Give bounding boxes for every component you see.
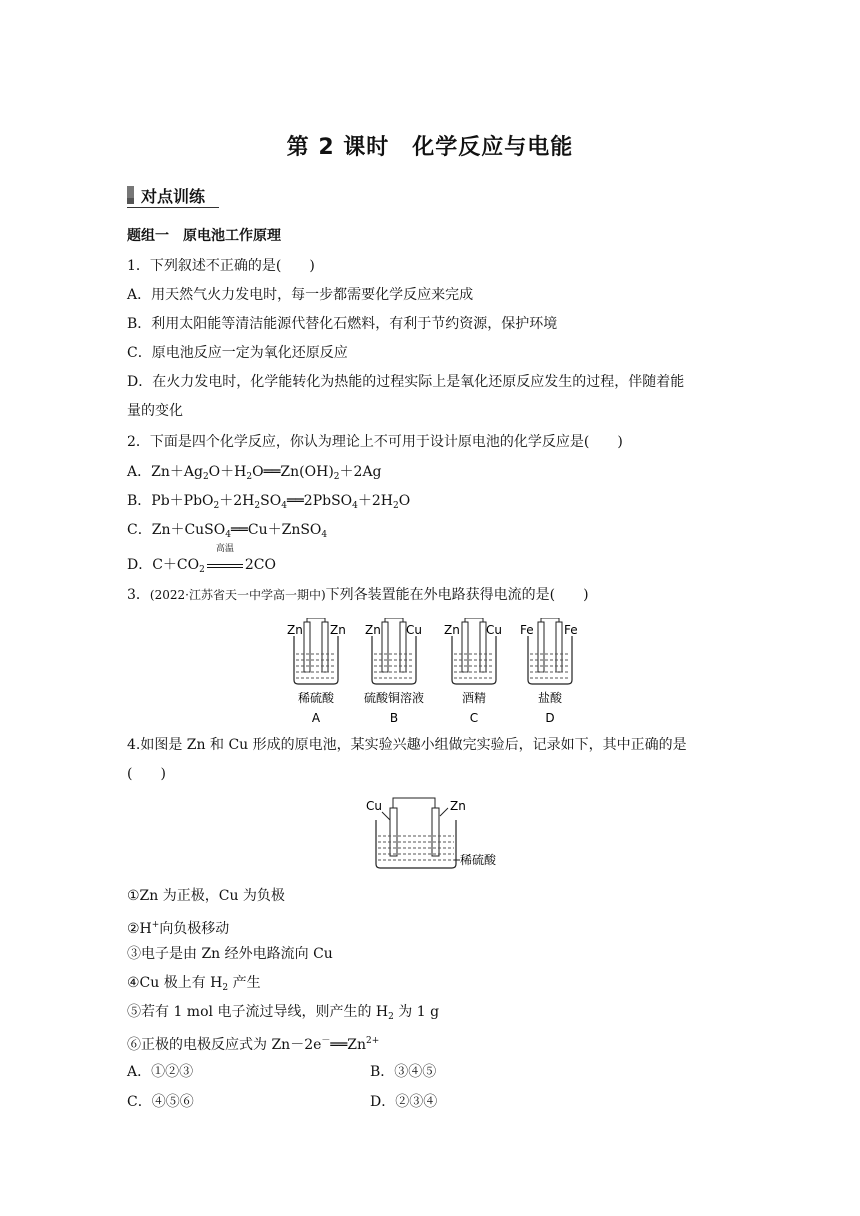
q3-source: (2022·江苏省天一中学高一期中) [149, 588, 326, 602]
q4-option-c: C．④⑤⑥ [127, 1094, 194, 1110]
q4-statement-5: ⑤若有 1 mol 电子流过导线，则产生的 $H_2$ 为 1 g [127, 1004, 440, 1022]
cell-a-solution: 稀硫酸 [297, 691, 335, 705]
q4-stem: 4.如图是 Zn 和 Cu 形成的原电池，某实验兴趣小组做完实验后，记录如下，其中正确的是 [127, 737, 687, 753]
q4-option-d: D．②③④ [370, 1094, 438, 1110]
q4-galvanic-cell-figure [360, 794, 510, 874]
q2-option-d: D．$C+CO_2$ 高温 2CO [127, 544, 276, 575]
q4-solution-label: 稀硫酸 [460, 853, 497, 867]
cell-d [520, 618, 578, 725]
q2-option-b: B．$Pb+PbO_2+2H_2SO_4══2PbSO_4+2H_2O$ [127, 493, 411, 511]
section-marker-icon [127, 186, 134, 204]
q4-stem-cont: ( ) [127, 766, 166, 782]
cell-c [444, 618, 502, 725]
q3-apparatus-figure [280, 618, 590, 730]
q2-stem: 2．下面是四个化学反应，你认为理论上不可用于设计原电池的化学反应是( ) [127, 434, 623, 450]
group-heading: 题组一 原电池工作原理 [127, 228, 281, 244]
cell-c-left-electrode: Zn [444, 623, 460, 637]
q1-stem: 1．下列叙述不正确的是( ) [127, 258, 315, 274]
cell-b-left-electrode: Zn [365, 623, 381, 637]
q4-option-a: A．①②③ [127, 1064, 194, 1080]
q4-statement-6: ⑥正极的电极反应式为 $Zn-2e^-══Zn^{2+}$ [127, 1036, 380, 1053]
cell-a-right-electrode: Zn [330, 623, 346, 637]
q1-option-d: D．在火力发电时，化学能转化为热能的过程实际上是氧化还原反应发生的过程，伴随着能 [127, 374, 685, 390]
cell-a-letter: A [311, 711, 321, 725]
page-title: 第 2 课时 化学反应与电能 [286, 135, 574, 160]
cell-a [287, 618, 346, 725]
cell-c-right-electrode: Cu [486, 623, 502, 637]
q1-option-c: C．原电池反应一定为氧化还原反应 [127, 345, 348, 361]
cell-d-left-electrode: Fe [520, 623, 534, 637]
q2-option-c: C．Zn＋CuSO$_4$══Cu＋ZnSO$_4$ [127, 522, 328, 540]
cell-b-letter: B [389, 711, 399, 725]
q4-left-electrode: Cu [366, 799, 382, 813]
q4-statement-2: ②H+向负极移动 [127, 920, 230, 937]
q4-statement-4: ④Cu 极上有 $H_2$ 产生 [127, 975, 261, 993]
q1-option-a: A．用天然气火力发电时，每一步都需要化学反应来完成 [127, 287, 474, 303]
q1-option-b: B．利用太阳能等清洁能源代替化石燃料，有利于节约资源，保护环境 [127, 316, 558, 332]
cell-b-solution: 硫酸铜溶液 [363, 691, 425, 705]
q4-statement-1: ①Zn 为正极，Cu 为负极 [127, 888, 285, 904]
section-label: 对点训练 [141, 187, 206, 206]
cell-d-letter: D [545, 711, 555, 725]
q4-option-b: B．③④⑤ [370, 1064, 437, 1080]
q3-stem: 3．(2022·江苏省天一中学高一期中)下列各装置能在外电路获得电流的是( ) [127, 587, 589, 603]
cell-b [364, 618, 424, 725]
cell-c-letter: C [469, 711, 479, 725]
cell-d-right-electrode: Fe [564, 623, 578, 637]
cell-a-left-electrode: Zn [287, 623, 303, 637]
cell-c-solution: 酒精 [461, 691, 487, 705]
reaction-condition: 高温 [215, 544, 234, 554]
q4-statement-3: ③电子是由 Zn 经外电路流向 Cu [127, 946, 333, 962]
cell-d-solution: 盐酸 [537, 691, 563, 705]
q2-option-a: A．$Zn+Ag_2O+H_2O══Zn(OH)_2+2Ag$ [127, 464, 382, 482]
cell-b-right-electrode: Cu [406, 623, 422, 637]
q1-option-d-cont: 量的变化 [127, 403, 183, 419]
q4-right-electrode: Zn [450, 799, 466, 813]
